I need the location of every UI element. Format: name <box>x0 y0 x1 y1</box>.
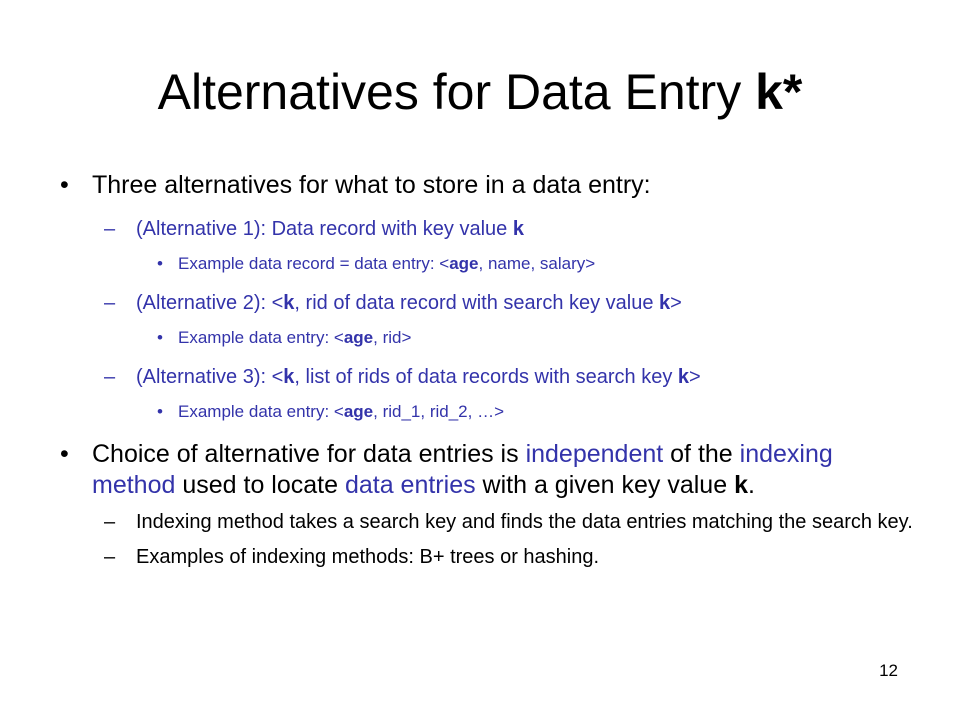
sub-bullet-examples-of-indexing <box>60 545 920 569</box>
sub2-text: Examples of indexing methods: B+ trees or hashing. <box>136 546 600 568</box>
dash-icon: – <box>104 366 116 388</box>
alt3-key-2: k <box>677 366 690 388</box>
alt2-prefix: (Alternative 2): < <box>136 292 284 314</box>
slide-content <box>60 170 920 581</box>
highlight-data-entries: data entries <box>344 471 476 499</box>
alt1-text: (Alternative 1): Data record with key value <box>136 218 513 240</box>
title-text: Alternatives for Data Entry <box>157 64 756 120</box>
alt2-example-rest: , rid> <box>373 328 412 347</box>
highlight-independent: independent <box>525 440 664 468</box>
dash-icon: – <box>104 218 116 240</box>
alt2-suffix: > <box>670 292 682 314</box>
highlight-indexing-method: indexing method <box>92 440 833 499</box>
title-bold-k: k* <box>755 64 803 120</box>
example-alternative-3 <box>60 401 920 423</box>
bullet2-key: k <box>734 471 748 499</box>
bullet-icon: • <box>157 328 163 347</box>
bullet-text: Three alternatives for what to store in a data entry: <box>92 171 651 199</box>
dash-icon: – <box>104 546 116 568</box>
sub1-text: Indexing method takes a search key and finds the data entries matching the search key. <box>136 511 913 533</box>
bullet2-text-4: with a given key value <box>475 471 735 499</box>
sub-bullet-alternative-3 <box>60 365 920 389</box>
bullet-icon: • <box>60 440 69 468</box>
sub-bullet-indexing-method <box>60 511 920 533</box>
alt3-key: k <box>283 366 295 388</box>
dash-icon: – <box>104 292 116 314</box>
bullet2-text-3: used to locate <box>175 471 345 499</box>
bullet-choice-of-alternative <box>60 439 920 501</box>
bullet2-text-1: Choice of alternative for data entries is <box>92 440 526 468</box>
page-number: 12 <box>879 661 898 680</box>
alt3-suffix: > <box>689 366 701 388</box>
alt2-example-key: age <box>343 328 374 347</box>
alt1-key: k <box>512 218 524 240</box>
bullet2-text-2: of the <box>663 440 740 468</box>
alt1-example-key: age <box>449 254 479 273</box>
alt3-example-prefix: Example data entry: < <box>178 402 344 421</box>
alt2-key: k <box>283 292 295 314</box>
dash-icon: – <box>104 511 116 533</box>
bullet-icon: • <box>157 402 163 421</box>
alt3-prefix: (Alternative 3): < <box>136 366 284 388</box>
alt1-example-rest: , name, salary> <box>478 254 596 273</box>
bullet-icon: • <box>157 254 163 273</box>
alt3-example-rest: , rid_1, rid_2, …> <box>373 402 505 421</box>
bullet-three-alternatives <box>60 170 920 201</box>
alt1-example-prefix: Example data record = data entry: < <box>178 254 450 273</box>
bullet-icon: • <box>60 171 69 199</box>
alt2-key-2: k <box>659 292 671 314</box>
alt2-example-prefix: Example data entry: < <box>178 328 344 347</box>
alt2-middle: , rid of data record with search key value <box>294 292 660 314</box>
sub-bullet-alternative-1 <box>60 217 920 241</box>
alt3-example-key: age <box>343 402 374 421</box>
example-alternative-1 <box>60 253 920 275</box>
slide-title <box>0 62 960 122</box>
bullet2-text-5: . <box>747 471 755 499</box>
example-alternative-2 <box>60 327 920 349</box>
alt3-middle: , list of rids of data records with search key <box>294 366 678 388</box>
sub-bullet-alternative-2 <box>60 291 920 315</box>
